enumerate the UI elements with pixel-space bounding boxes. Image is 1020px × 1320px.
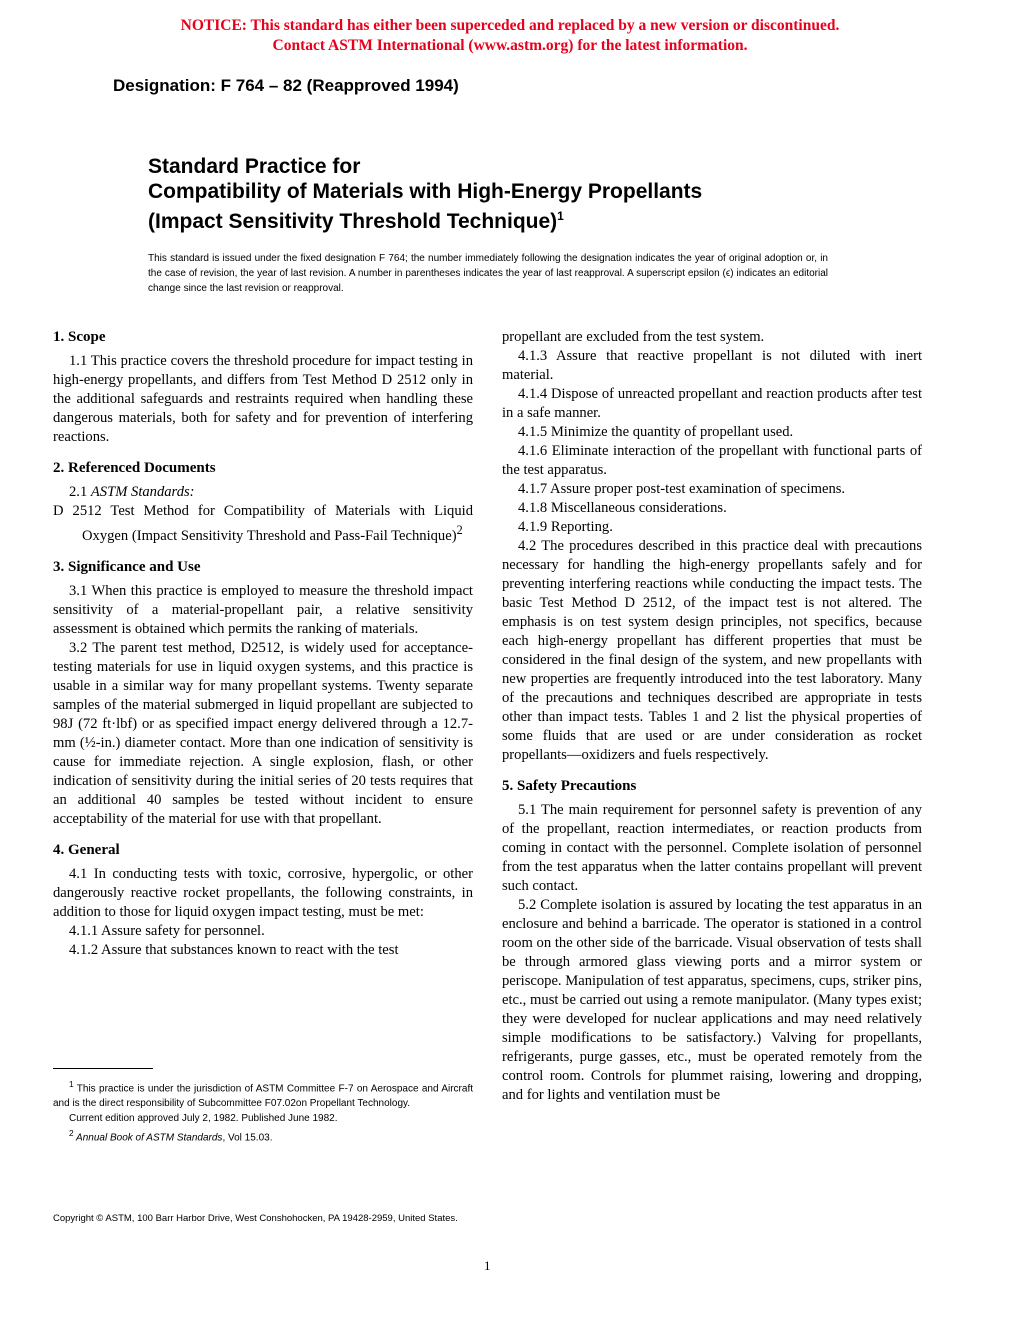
footnote-text: , Vol 15.03. (222, 1132, 273, 1144)
paragraph-italic: ASTM Standards: (90, 484, 195, 500)
section-heading: 3. Significance and Use (53, 558, 201, 575)
paragraph: 4.1.4 Dispose of unreacted propellant and reaction products after test in a safe manner. (502, 386, 922, 421)
reference-text: D 2512 Test Method for Compatibility of Materials with Liquid Oxygen (Impact Sensitivity Threshold and Pass-Fail Technique) (53, 503, 473, 544)
title-line-3-text: (Impact Sensitivity Threshold Technique) (148, 210, 558, 233)
footnote-ref: 2 (456, 523, 463, 537)
section-general-continued (502, 328, 922, 765)
paragraph: 5.2 Complete isolation is assured by locating the test apparatus in an enclosure and behind a barricade. The operator is stationed in a control room on the other side of the barricade. Visual observation of tests shall be through armored glass viewing ports and a mirror system or periscope. Manipulation of test apparatus, specimens, cups, striker pins, etc., must be carried out using a remote manipulator. (Many types exist; they were developed for nuclear applications and may need relatively simple modifications to be satisfactory.) Valving for propellants, refrigerants, purge gasses, etc., must be operated remotely from the control room. Controls for plummet raising, lowering and dropping, and for lights and ventilation must be (502, 897, 922, 1103)
section-heading: 5. Safety Precautions (502, 778, 637, 794)
paragraph: 4.1.5 Minimize the quantity of propellant used. (518, 424, 794, 440)
section-heading: 1. Scope (53, 329, 106, 345)
section-heading: 2. Referenced Documents (53, 460, 216, 476)
paragraph: propellant are excluded from the test system. (502, 329, 765, 345)
page-number: 1 (484, 1258, 491, 1273)
footnote-2 (53, 1126, 473, 1145)
section-scope (53, 328, 473, 447)
notice-line-1: NOTICE: This standard has either been superceded and replaced by a new version or discontinued. (180, 17, 840, 34)
section-general (53, 841, 473, 960)
paragraph: 4.1.7 Assure proper post-test examination of specimens. (518, 481, 846, 497)
paragraph: 4.1.2 Assure that substances known to react with the test (69, 941, 399, 958)
issuance-note: This standard is issued under the fixed designation F 764; the number immediately following the designation indicates the year of original adoption or, in the case of revision, the year of last revision. A number in parentheses indicates the year of last reapproval. A superscript epsilon (ϵ) indicates an editorial change since the last revision or reapproval. (148, 253, 828, 294)
paragraph: 4.1.8 Miscellaneous considerations. (518, 500, 727, 516)
paragraph: 1.1 This practice covers the threshold procedure for impact testing in high-energy propellants, and differs from Test Method D 2512 only in the additional safeguards and restraints required when handling these dangerous materials, both for safety and for prevention of interfering reactions. (53, 353, 473, 445)
paragraph: 4.2 The procedures described in this practice deal with precautions necessary for handling the high-energy propellants safely and for preventing interfering reactions while conducting the impact tests. The basic Test Method D 2512, of the impact test is not altered. The emphasis is on test system design principles, not specifics, because each high-energy propellant has different properties that must be considered in the final design of the system, and new propellants with new properties are frequently introduced into the test laboratory. Many of the precautions and techniques described are appropriate in tests other than impact tests. Tables 1 and 2 list the physical properties of some fluids that are used or are under consideration as rocket propellants—oxidizers and fuels respectively. (502, 538, 922, 763)
paragraph (53, 483, 473, 502)
right-column (502, 328, 922, 1105)
document-title (148, 154, 702, 234)
paragraph: 5.1 The main requirement for personnel safety is prevention of any of the propellant, reaction intermediates, or reaction products from coming in contact with the personnel. Complete isolation of personnel from the test apparatus when the latter contains propellant will prevent such contact. (502, 802, 922, 894)
title-footnote-ref: 1 (557, 209, 564, 223)
footnote-marker: 2 (69, 1128, 74, 1139)
footnote-divider (53, 1068, 153, 1069)
notice-banner (0, 16, 1020, 56)
paragraph: 4.1.3 Assure that reactive propellant is not diluted with inert material. (502, 348, 922, 383)
section-referenced-documents (53, 459, 473, 546)
title-line-2: Compatibility of Materials with High-Energy Propellants (148, 180, 703, 203)
left-column (53, 328, 473, 960)
footnote-marker: 1 (69, 1079, 74, 1089)
paragraph: 4.1.9 Reporting. (518, 519, 613, 535)
paragraph: 4.1.6 Eliminate interaction of the propellant with functional parts of the test apparatus. (502, 443, 922, 478)
footnote-1 (53, 1077, 473, 1111)
footnotes (53, 1077, 473, 1146)
paragraph: 3.2 The parent test method, D2512, is widely used for acceptance-testing materials for use in liquid oxygen systems, and this practice is usable in a similar way for many propellant systems. Twenty separate samples of the material submerged in liquid propellant are subjected to 98J (72 ft·lbf) or as specified impact energy delivered through a 12.7-mm (½-in.) diameter contact. More than one indication of sensitivity is cause for immediate rejection. A single explosion, flash, or other indication of sensitivity during the initial series of 20 tests requires that an additional 40 samples be tested without incident to ensure acceptability of the material for use with that propellant. (53, 639, 473, 827)
paragraph: 3.1 When this practice is employed to measure the threshold impact sensitivity of a material-propellant pair, a relative sensitivity assessment is obtained which permits the ranking of materials. (53, 582, 473, 637)
section-significance (53, 558, 473, 829)
copyright: Copyright © ASTM, 100 Barr Harbor Drive, West Conshohocken, PA 19428-2959, United States. (53, 1213, 458, 1224)
notice-line-2: Contact ASTM International (www.astm.org) for the latest information. (272, 37, 748, 54)
section-heading: 4. General (53, 841, 120, 858)
paragraph-number: 2.1 (69, 484, 91, 500)
designation: Designation: F 764 – 82 (Reapproved 1994) (113, 76, 459, 95)
reference-entry (53, 502, 473, 546)
section-safety-precautions (502, 777, 922, 1105)
title-line-1: Standard Practice for (148, 155, 361, 178)
paragraph: 4.1 In conducting tests with toxic, corrosive, hypergolic, or other dangerously reactive rocket propellants, the following constraints, in addition to those for liquid oxygen impact testing, must be met: (53, 865, 473, 920)
footnote-edition: Current edition approved July 2, 1982. Published June 1982. (69, 1113, 338, 1125)
footnote-text: This practice is under the jurisdiction of ASTM Committee F-7 on Aerospace and Aircraft and is the direct responsibility of Subcommittee F07.02on Propellant Technology. (53, 1083, 473, 1110)
footnote-italic: Annual Book of ASTM Standards (73, 1132, 223, 1144)
title-line-3 (148, 204, 702, 234)
paragraph: 4.1.1 Assure safety for personnel. (69, 922, 265, 939)
